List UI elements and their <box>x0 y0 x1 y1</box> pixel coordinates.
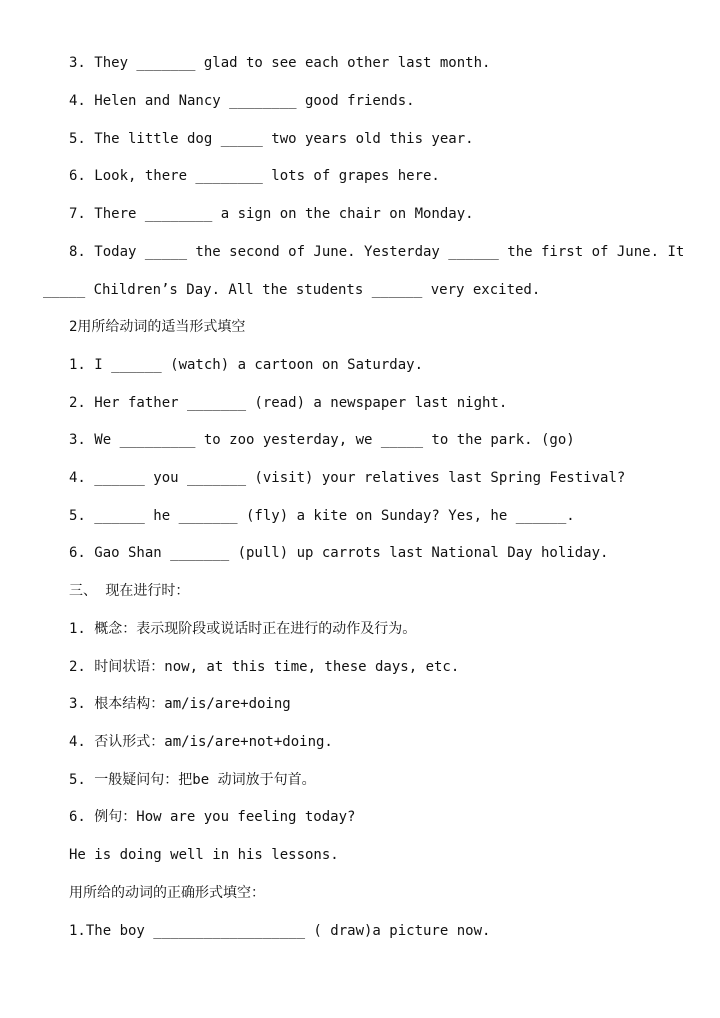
section-heading-present-continuous: 三、 现在进行时： <box>69 583 190 599</box>
exercise-line-3: 3. They _______ glad to see each other last month. <box>69 55 491 71</box>
verb-exercise-5: 5. ______ he _______ (fly) a kite on Sunday? Yes, he ______. <box>69 508 575 524</box>
example-sentence: He is doing well in his lessons. <box>69 847 339 863</box>
verb-exercise-4: 4. ______ you _______ (visit) your relatives last Spring Festival? <box>69 470 626 486</box>
exercise-line-5: 5. The little dog _____ two years old this year. <box>69 131 474 147</box>
verb-exercise-6: 6. Gao Shan _______ (pull) up carrots last National Day holiday. <box>69 545 609 561</box>
grammar-point-6: 6. 例句：How are you feeling today? <box>69 809 356 825</box>
verb-exercise-2: 2. Her father _______ (read) a newspaper last night. <box>69 395 508 411</box>
exercise-line-4: 4. Helen and Nancy ________ good friends. <box>69 93 415 109</box>
verb-exercise-3: 3. We _________ to zoo yesterday, we _____ to the park. (go) <box>69 432 575 448</box>
grammar-point-4: 4. 否认形式：am/is/are+not+doing. <box>69 734 333 750</box>
fill-in-exercise-1: 1.The boy __________________ ( draw)a picture now. <box>69 923 491 939</box>
verb-exercise-1: 1. I ______ (watch) a cartoon on Saturday. <box>69 357 424 373</box>
section-heading-fill-in: 用所给的动词的正确形式填空： <box>69 885 265 901</box>
grammar-point-3: 3. 根本结构：am/is/are+doing <box>69 696 291 712</box>
grammar-point-5: 5. 一般疑问句：把be 动词放于句首。 <box>69 772 316 788</box>
exercise-line-6: 6. Look, there ________ lots of grapes here. <box>69 168 440 184</box>
grammar-point-1: 1. 概念：表示现阶段或说话时正在进行的动作及行为。 <box>69 621 417 637</box>
exercise-line-7: 7. There ________ a sign on the chair on Monday. <box>69 206 474 222</box>
exercise-line-8-continued: _____ Children’s Day. All the students ______ very excited. <box>43 282 541 298</box>
section-heading-verb-forms: 2用所给动词的适当形式填空 <box>69 319 246 335</box>
exercise-line-8: 8. Today _____ the second of June. Yesterday ______ the first of June. It <box>69 244 685 260</box>
grammar-point-2: 2. 时间状语：now, at this time, these days, etc. <box>69 659 460 675</box>
